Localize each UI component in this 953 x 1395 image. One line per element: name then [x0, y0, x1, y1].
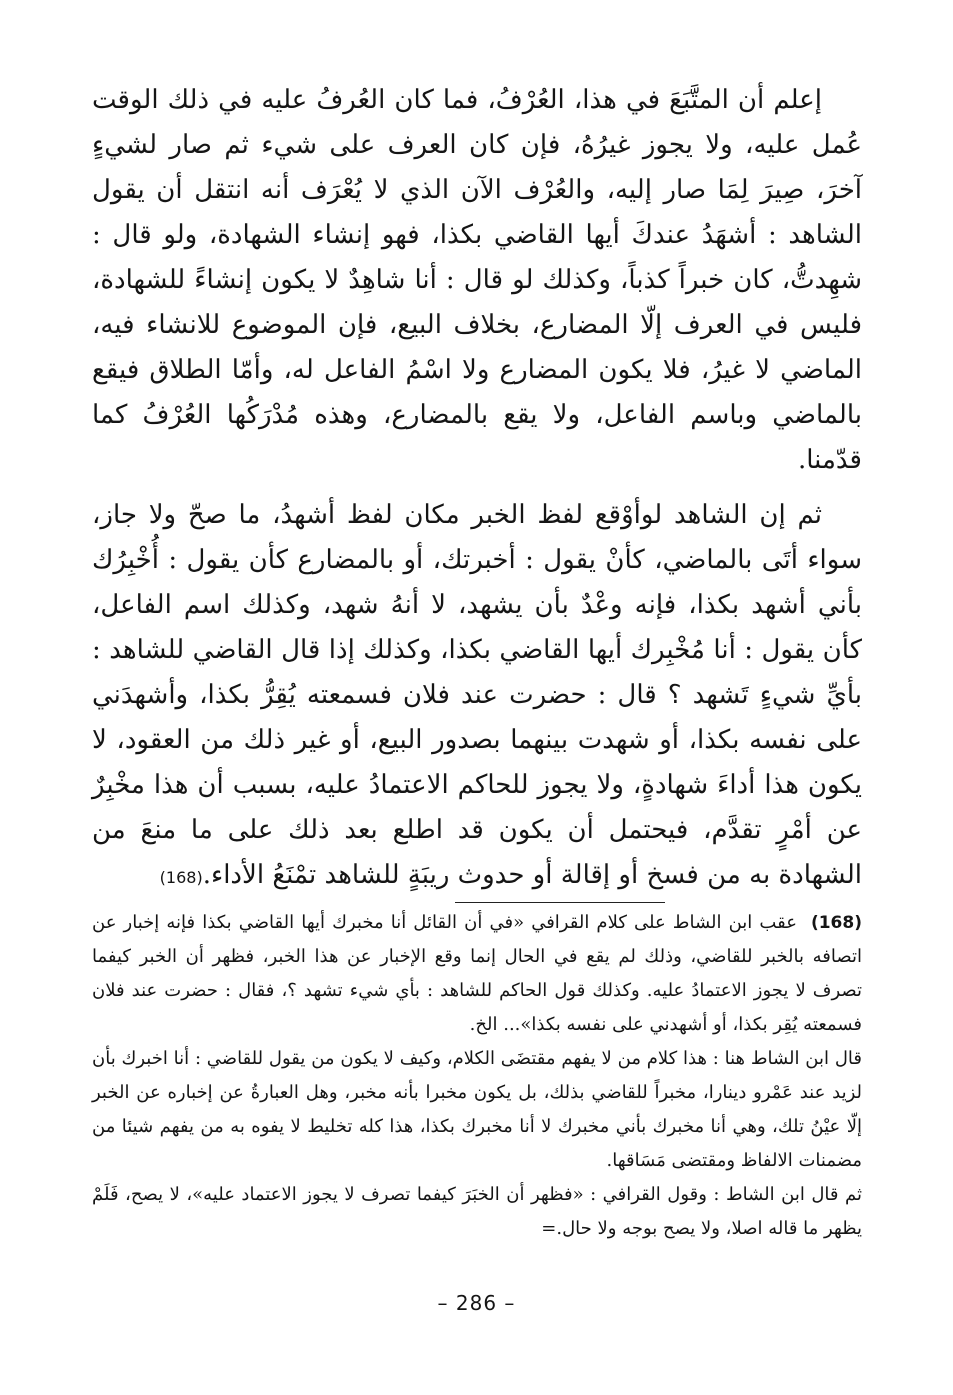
footnote-paragraph-3: ثم قال ابن الشاط : وقول القرافي : «فظهر أن الخبَرَ كيفما تصرف لا يجوز الاعتماد عليه»، لا يصح، فَلَمْ يظهر ما قاله اصلا، ولا يصح بوجه ولا حال.=: [92, 1184, 862, 1239]
footnote-number: (168): [810, 913, 862, 933]
footnote-divider: [455, 902, 665, 903]
paragraph-2: [92, 493, 862, 900]
footnote-reference: (168): [159, 868, 203, 887]
footnote-text-1: عقب ابن الشاط على كلام القرافي «في أن القائل أنا مخبرك أيها القاضي بكذا فإنه إخبار عن اتصافه بالخبر للقاضي، وذلك لم يقع في الحال إنما وقع الإخبار عن هذا الخبر، فظهر أن الخبر كيفما تصرف لا يجوز الاعتمادُ عليه. وكذلك قول الحاكم للشاهد : بأي شيء تشهد ؟، فقال : حضرت عند فلان فسمعته يُقِر بكذا، أو أشهدني على نفسه بكذا»... الخ.: [92, 912, 862, 1035]
footnote-paragraph-1: [92, 906, 862, 1042]
paragraph-2-text: ثم إن الشاهد لوأوْقع لفظ الخبر مكان لفظ أشهدُ، ما صحّ ولا جاز، سواء أتَى بالماضي، كأنْ يقول : أخبرتك، أو بالمضارع كأن يقول : أُخْبِرُك بأني أشهد بكذا، فإنه وعْدٌ بأن يشهد، لا أنهُ شهد، وكذلك اسم الفاعل، كأن يقول : أنا مُخْبِرك أيها القاضي بكذا، وكذلك إذا قال القاضي للشاهد : بأيِّ شيءٍ تَشهد ؟ قال : حضرت عند فلان فسمعته يُقِرُّ بكذا، وأشهدَني على نفسه بكذا، أو شهدت بينهما بصدور البيع، أو غير ذلك من العقود، لا يكون هذا أداءَ شهادةٍ، ولا يجوز للحاكم الاعتمادُ عليه، بسبب أن هذا مخْبِرٌ عن أمْرٍ تقدَّم، فيحتمل أن يكون قد اطلع بعد ذلك على ما منعَ من الشهادة به من فسخ أو إقالة أو حدوث ريبَةٍ للشاهد تمْنَعُ الأداء.: [92, 500, 862, 890]
paragraph-1: إعلم أن المتَّبَعَ في هذا، العُرْفُ، فما كان العُرفُ عليه في ذلك الوقت عُمل عليه، ولا يجوز غيرُهُ، فإن كان العرف على شيء ثم صار لشيءٍ آخرَ، صِيرَ لِمَا صار إليه، والعُرْف الآن الذي لا يُعْرَف أنه انتقل أن يقول الشاهد : أشهَدُ عندكَ أيها القاضي بكذا، فهو إنشاء الشهادة، ولو قال : شهِدتُّ، كان خبراً كذباً، وكذلك لو قال : أنا شاهِدٌ لا يكون إنشاءً للشهادة، فليس في العرف إلّا المضارع، بخلاف البيع، فإن الموضوع للانشاء فيه، الماضي لا غيرُ، فلا يكون المضارع ولا اسْمُ الفاعل له، وأمّا الطلاق فيقع بالماضي وباسم الفاعل، ولا يقع بالمضارع، وهذه مُدْرَكُها العُرْفُ كما قدّمنا.: [92, 85, 862, 475]
main-text-body: [92, 78, 862, 900]
footnote-paragraph-2: قال ابن الشاط هنا : هذا كلام من لا يفهم مقتضَى الكلام، وكيف لا يكون من يقول للقاضي : أنا اخبرك بأن لزيد عند عَمْرو دينارا، مخبراً للقاضي بذلك، بل يكون مخبرا بأنه مخبر، وهل العبارةُ عن إخباره عن الخبر إلّا عيْنُ تلك، وهي أنا مخبرك بأني مخبرك لا أنا مخبرك بكذا، هذا كله تخليط لا يفوه به من يفهم شيئا من مضمنات الالفاظ ومقتضى مَسَاقها.: [92, 1048, 862, 1171]
page-number: – 286 –: [437, 1291, 516, 1315]
footnotes-section: [92, 906, 862, 1246]
